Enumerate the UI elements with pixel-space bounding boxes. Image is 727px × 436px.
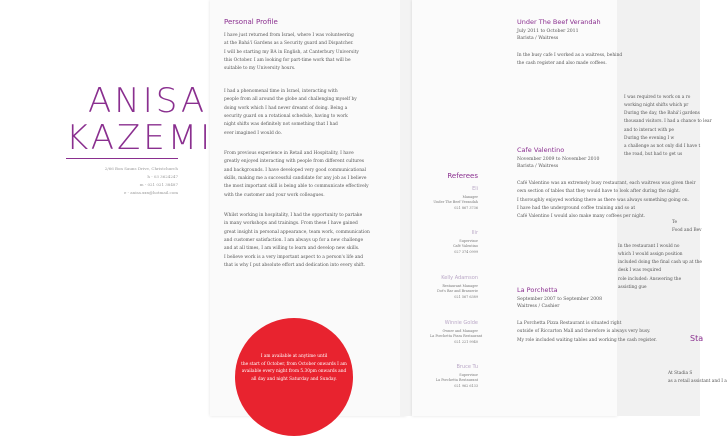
referees-heading: Referees	[447, 172, 478, 180]
job-title-la-porchetta: La Porchetta	[517, 286, 558, 294]
referee-detail: Restaurant Manager Dot's Bar and Brasserie 021 567 6389	[437, 284, 478, 299]
profile-heading: Personal Profile	[224, 18, 278, 26]
last-name: KAZEMI	[66, 118, 214, 158]
referee-detail: Manager Under The Beef Verandah 021 867 3736	[433, 195, 478, 210]
edge-paragraph: I was required to work on a ro working night shifts which pr During the day, the Bahá'í gardens thousand visitors. I had a chance to lear and to interact with pe During the evening I w a challenge as not only did I have t the road, but had to get us	[624, 95, 712, 158]
profile-paragraph-4: Whilst working in hospitality, I had the opportunity to partake in many workshops and trainings. From these I have gained great insight in personal appearance, team work, communication and customer satisfaction. I am always up for a new challenge and at all times, I am willing to learn and develop new skills. I believe work is a very important aspect to a person's life and that is why I put absolute effort and dedication into every shift.	[224, 213, 370, 269]
edge-heading: Sta	[690, 334, 704, 343]
contact-email: e - anisa.xxx@hotmail.com	[123, 190, 178, 195]
referee-detail: Supervisor Café Valentino 027 374 0999	[452, 239, 478, 254]
availability-text: I am available at anytime until the start of October, from October onwards I am available every night from 5.30pm onwards and all day and night Saturday and Sunday.	[241, 354, 347, 383]
job-dates: November 2009 to November 2010 Barista / Waitress	[517, 157, 600, 170]
profile-paragraph-2: I had a phenomenal time in Israel, interacting with people from all around the globe and challenging myself by doing work which I had never dreamt of doing. Being a security guard on a rotational schedule, having to work night shifts was definitely not something that I had ever imagined I would do.	[224, 89, 357, 136]
contact-address: 2/66 Bon Sauns Drive, Christchurch	[104, 166, 178, 171]
profile-paragraph-3: From previous experience in Retail and Hospitality, I have greatly enjoyed interacting with people from different cultures and backgrounds. I have developed very good communicational skills, making me a successful candidate for any job as I believe the most important skill is being able to communicate effectively with the customer and your work colleagues.	[224, 151, 369, 198]
edge-paragraph: At Stadia S as a retail assistant and I a	[668, 371, 727, 385]
name-underline	[66, 158, 178, 159]
referee-name: Bruce Tu	[456, 364, 478, 370]
contact-mobile: m - 021 021 38487	[139, 182, 178, 187]
referee-name: Winnie Golde	[444, 320, 478, 326]
referee-detail: Owner and Manager La Porchetta Pizza Restaurant 021 221 9940	[430, 329, 483, 344]
edge-paragraph: In the restaurant I would no which I would assign position included doing the final cash up at the desk I was required role included: Answering the assisting gue	[618, 244, 702, 290]
job-title-cafe-valentino: Cafe Valentino	[517, 146, 565, 154]
first-name: ANISA	[88, 81, 208, 121]
job-dates: July 2011 to October 2011 Barista / Waitress	[517, 29, 579, 42]
referee-name: Kelly Adamson	[441, 275, 478, 281]
profile-paragraph-1: I have just returned from Israel, where I was volunteering at the Bahá'í Gardens as a Security guard and Dispatcher. I will be starting my BA in English, at Canterbury University this October. I am looking for part-time work that will be suitable to my University hours.	[224, 33, 359, 72]
job-dates: September 2007 to September 2008 Waitress / Cashier	[517, 297, 602, 310]
referee-name: Ilir	[471, 230, 478, 236]
contact-home: h - 03 3624247	[147, 174, 178, 179]
job-description: La Porchetta Pizza Restaurant is situated right outside of Riccarton Mall and therefore is always very busy. My role included waiting tables and working the cash register.	[517, 321, 657, 343]
edge-paragraph: Te Food and Bev	[672, 220, 702, 234]
job-title-beef-verandah: Under The Beef Verandah	[517, 18, 601, 26]
referee-detail: Supervisor La Porchetta Restaurant 021 962 6133	[435, 373, 478, 388]
cover-panel	[0, 0, 200, 416]
referee-name: Eli	[472, 186, 478, 192]
job-description: In the busy cafe I worked as a waitress, behind the cash register and also made coffees.	[517, 53, 623, 67]
job-description: Café Valentino was an extremely busy restaurant, each waitress was given their own section of tables that they would have to look after during the night. I thoroughly enjoyed working there as there was always something going on. I have had the underground coffee training and so at Café Valentino I would also make many coffees per night.	[517, 181, 696, 220]
